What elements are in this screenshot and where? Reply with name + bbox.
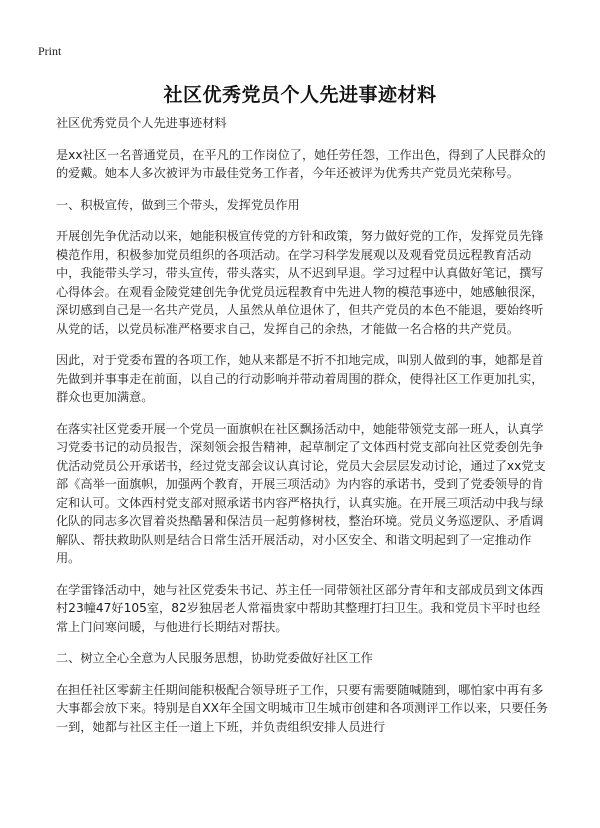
document-subtitle: 社区优秀党员个人先进事迹材料 xyxy=(56,116,227,130)
paragraph: 在担任社区零薪主任期间能积极配合领导班子工作，只要有需要随喊随到，哪怕家中再有多大事都会放下来。特别是自XX年全国文明城市卫生城市创建和各项测评工作以来，只要任务一到，她都与社区主任一道上下班，并负责组织安排人员进行 xyxy=(56,682,549,734)
document-title: 社区优秀党员个人先进事迹材料 xyxy=(163,84,437,106)
section-heading-1: 一、积极宣传，做到三个带头，发挥党员作用 xyxy=(56,197,300,212)
paragraph: 在学雷锋活动中，她与社区党委朱书记、苏主任一同带领社区部分青年和支部成员到文体西村23幢47好105室，82岁独居老人常福贵家中帮助其整理打扫卫生。我和党员卞平时也经常上门问寒问暖，与他进行长期结对帮扶。 xyxy=(56,582,544,634)
paragraph: 开展创先争优活动以来，她能积极宣传党的方针和政策，努力做好党的工作，发挥党员先锋模范作用，积极参加党员组织的各项活动。在学习科学发展观以及观看党员远程教育活动中，我能带头学习，带头宣传，带头落实，从不迟到早退。学习过程中认真做好笔记，撰写心得体会。在观看金陵党建创先争优党员远程教育中先进人物的模范事迹中，她感触很深，深切感到自己是一名共产党员，人虽然从单位退休了，但共产党员的本色不能退，要始终听从党的话，以党员标准严格要求自己，发挥自己的余热，才能做一名合格的共产党员。 xyxy=(56,229,544,336)
paragraph: 因此，对于党委布置的各项工作，她从来都是不折不扣地完成，叫别人做到的事，她都是首先做到并事事走在前面，以自己的行动影响并带动着周围的群众，使得社区工作更加扎实，群众也更加满意。 xyxy=(56,353,544,404)
print-link[interactable]: Print xyxy=(38,44,62,58)
document-body xyxy=(56,114,552,749)
section-heading-2: 二、树立全心全意为人民服务思想，协助党委做好社区工作 xyxy=(56,651,373,665)
paragraph: 在落实社区党委开展一个党员一面旗帜在社区飘扬活动中，她能带领党支部一班人，认真学习党委书记的动员报告，深刻领会报告精神，起草制定了文体西村党支部向社区党委创先争优活动党员公开承诺书，经过党支部会议认真讨论，党员大会层层发动讨论，通过了xx党支部《高举一面旗帜，加强两个教育，开展三项活动》为内容的承诺书，受到了党委领导的肯定和认可。文体西村党支部对照承诺书内容严格执行，认真实施。在开展三项活动中我与绿化队的同志多次冒着炎热酷暑和保洁员一起剪修树枝，整治环境。党员义务巡逻队、矛盾调解队、帮扶救助队则是结合日常生活开展活动，对小区安全、和谐文明起到了一定推动作用。 xyxy=(56,421,546,565)
paragraph-intro: 是xx社区一名普通党员，在平凡的工作岗位了，她任劳任怨，工作出色，得到了人民群众的的爱戴。她本人多次被评为市最佳党务工作者，今年还被评为优秀共产党员光荣称号。 xyxy=(56,147,546,180)
